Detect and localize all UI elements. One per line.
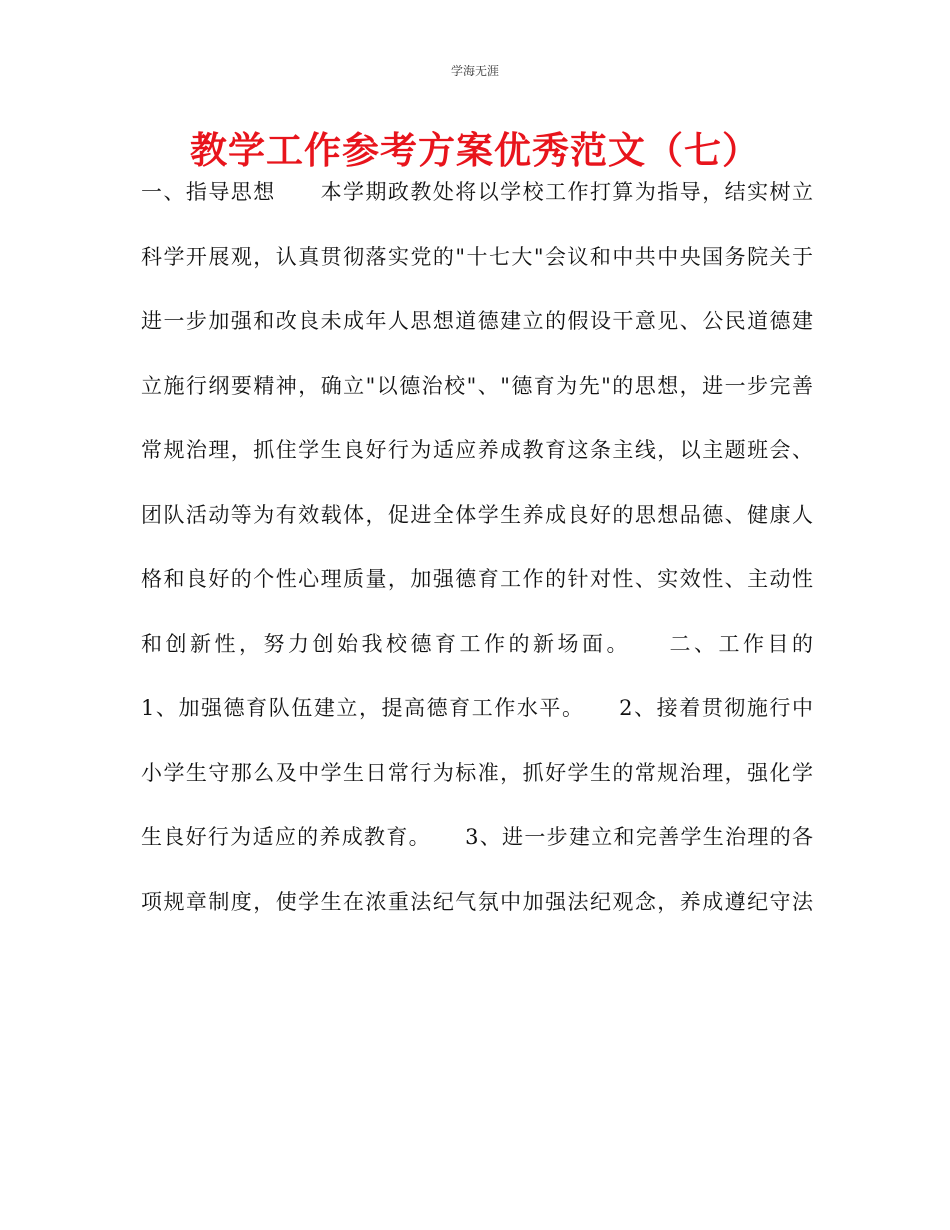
body-line: 一、指导思想 本学期政教处将以学校工作打算为指导，结实树立 [141,180,813,204]
body-line: 生良好行为适应的养成教育。 3、进一步建立和完善学生治理的各 [141,825,813,849]
body-line: 1、加强德育队伍建立，提高德育工作水平。 2、接着贯彻施行中 [141,696,813,720]
body-line: 进一步加强和改良未成年人思想道德建立的假设干意见、公民道德建 [141,309,813,333]
body-line: 小学生守那么及中学生日常行为标准，抓好学生的常规治理，强化学 [141,760,813,785]
document-title: 教学工作参考方案优秀范文（七） [190,128,760,172]
body-line: 立施行纲要精神，确立"以德治校"、"德育为先"的思想，进一步完善 [141,373,813,398]
body-line: 项规章制度，使学生在浓重法纪气氛中加强法纪观念，养成遵纪守法 [141,889,813,914]
document-body [141,172,813,946]
body-line: 格和良好的个性心理质量，加强德育工作的针对性、实效性、主动性 [141,567,813,591]
body-line: 和创新性，努力创始我校德育工作的新场面。 二、工作目的 [141,631,813,656]
body-line: 常规治理，抓住学生良好行为适应养成教育这条主线，以主题班会、 [141,438,813,462]
body-line: 科学开展观，认真贯彻落实党的"十七大"会议和中共中央国务院关于 [141,244,813,269]
page-header: 学海无涯 [450,64,499,78]
body-line: 团队活动等为有效载体，促进全体学生养成良好的思想品德、健康人 [141,502,813,527]
